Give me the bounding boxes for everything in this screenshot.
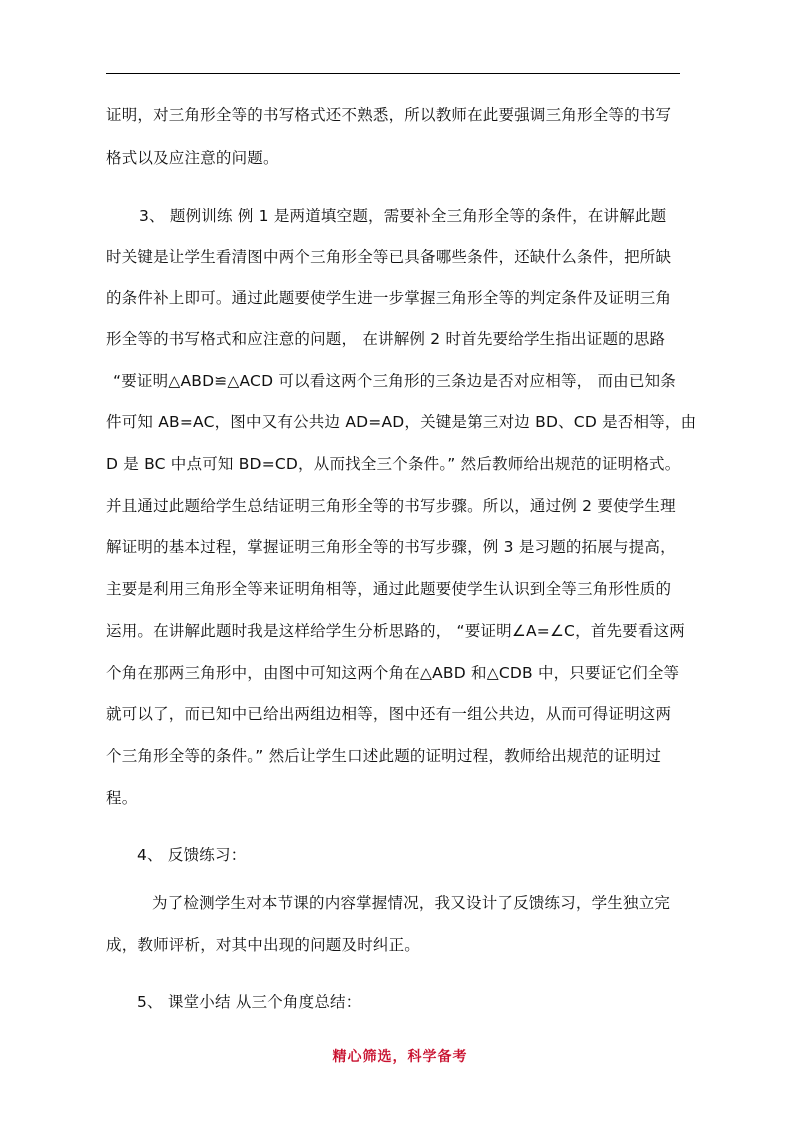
text-line-3: 3、 题例训练 例 1 是两道填空题，需要补全三角形全等的条件，在讲解此题 [139,207,667,225]
text-line-17: 程。 [106,789,138,807]
text-line-13: 运用。在讲解此题时我是这样给学生分析思路的， “要证明∠A=∠C，首先要看这两 [106,622,685,640]
text-line-14: 个角在那两三角形中，由图中可知这两个角在△ABD 和△CDB 中，只要证它们全等 [106,664,680,682]
text-line-7: “要证明△ABD≌△ACD 可以看这两个三角形的三条边是否对应相等， 而由已知条 [113,372,676,390]
text-line-2: 格式以及应注意的问题。 [106,149,279,167]
text-line-8: 件可知 AB=AC，图中又有公共边 AD=AD，关键是第三对边 BD、CD 是否相等，由 [106,413,697,431]
text-line-9: D 是 BC 中点可知 BD=CD，从而找全三个条件。” 然后教师给出规范的证明格式。 [106,455,681,473]
header-rule [106,73,680,74]
text-line-16: 个三角形全等的条件。” 然后让学生口述此题的证明过程，教师给出规范的证明过 [106,747,662,765]
text-line-10: 并且通过此题给学生总结证明三角形全等的书写步骤。所以，通过例 2 要使学生理 [106,497,676,515]
text-line-15: 就可以了，而已知中已给出两组边相等，图中还有一组公共边，从而可得证明这两 [106,705,672,723]
text-line-18: 为了检测学生对本节课的内容掌握情况，我又设计了反馈练习，学生独立完 [152,894,671,912]
section-heading-5: 5、 课堂小结 从三个角度总结： [137,993,362,1011]
text-line-12: 主要是利用三角形全等来证明角相等，通过此题要使学生认识到全等三角形性质的 [106,580,672,598]
section-heading-4: 4、 反馈练习： [137,846,247,864]
footer-slogan: 精心筛选，科学备考 [332,1049,468,1065]
text-line-5: 的条件补上即可。通过此题要使学生进一步掌握三角形全等的判定条件及证明三角 [106,289,672,307]
text-line-1: 证明，对三角形全等的书写格式还不熟悉，所以教师在此要强调三角形全等的书写 [106,106,672,124]
text-line-6: 形全等的书写格式和应注意的问题， 在讲解例 2 时首先要给学生指出证题的思路 [106,330,666,348]
text-line-19: 成，教师评析，对其中出现的问题及时纠正。 [106,936,421,954]
text-line-11: 解证明的基本过程，掌握证明三角形全等的书写步骤，例 3 是习题的拓展与提高， [106,538,676,556]
text-line-4: 时关键是让学生看清图中两个三角形全等已具备哪些条件，还缺什么条件，把所缺 [106,248,672,266]
